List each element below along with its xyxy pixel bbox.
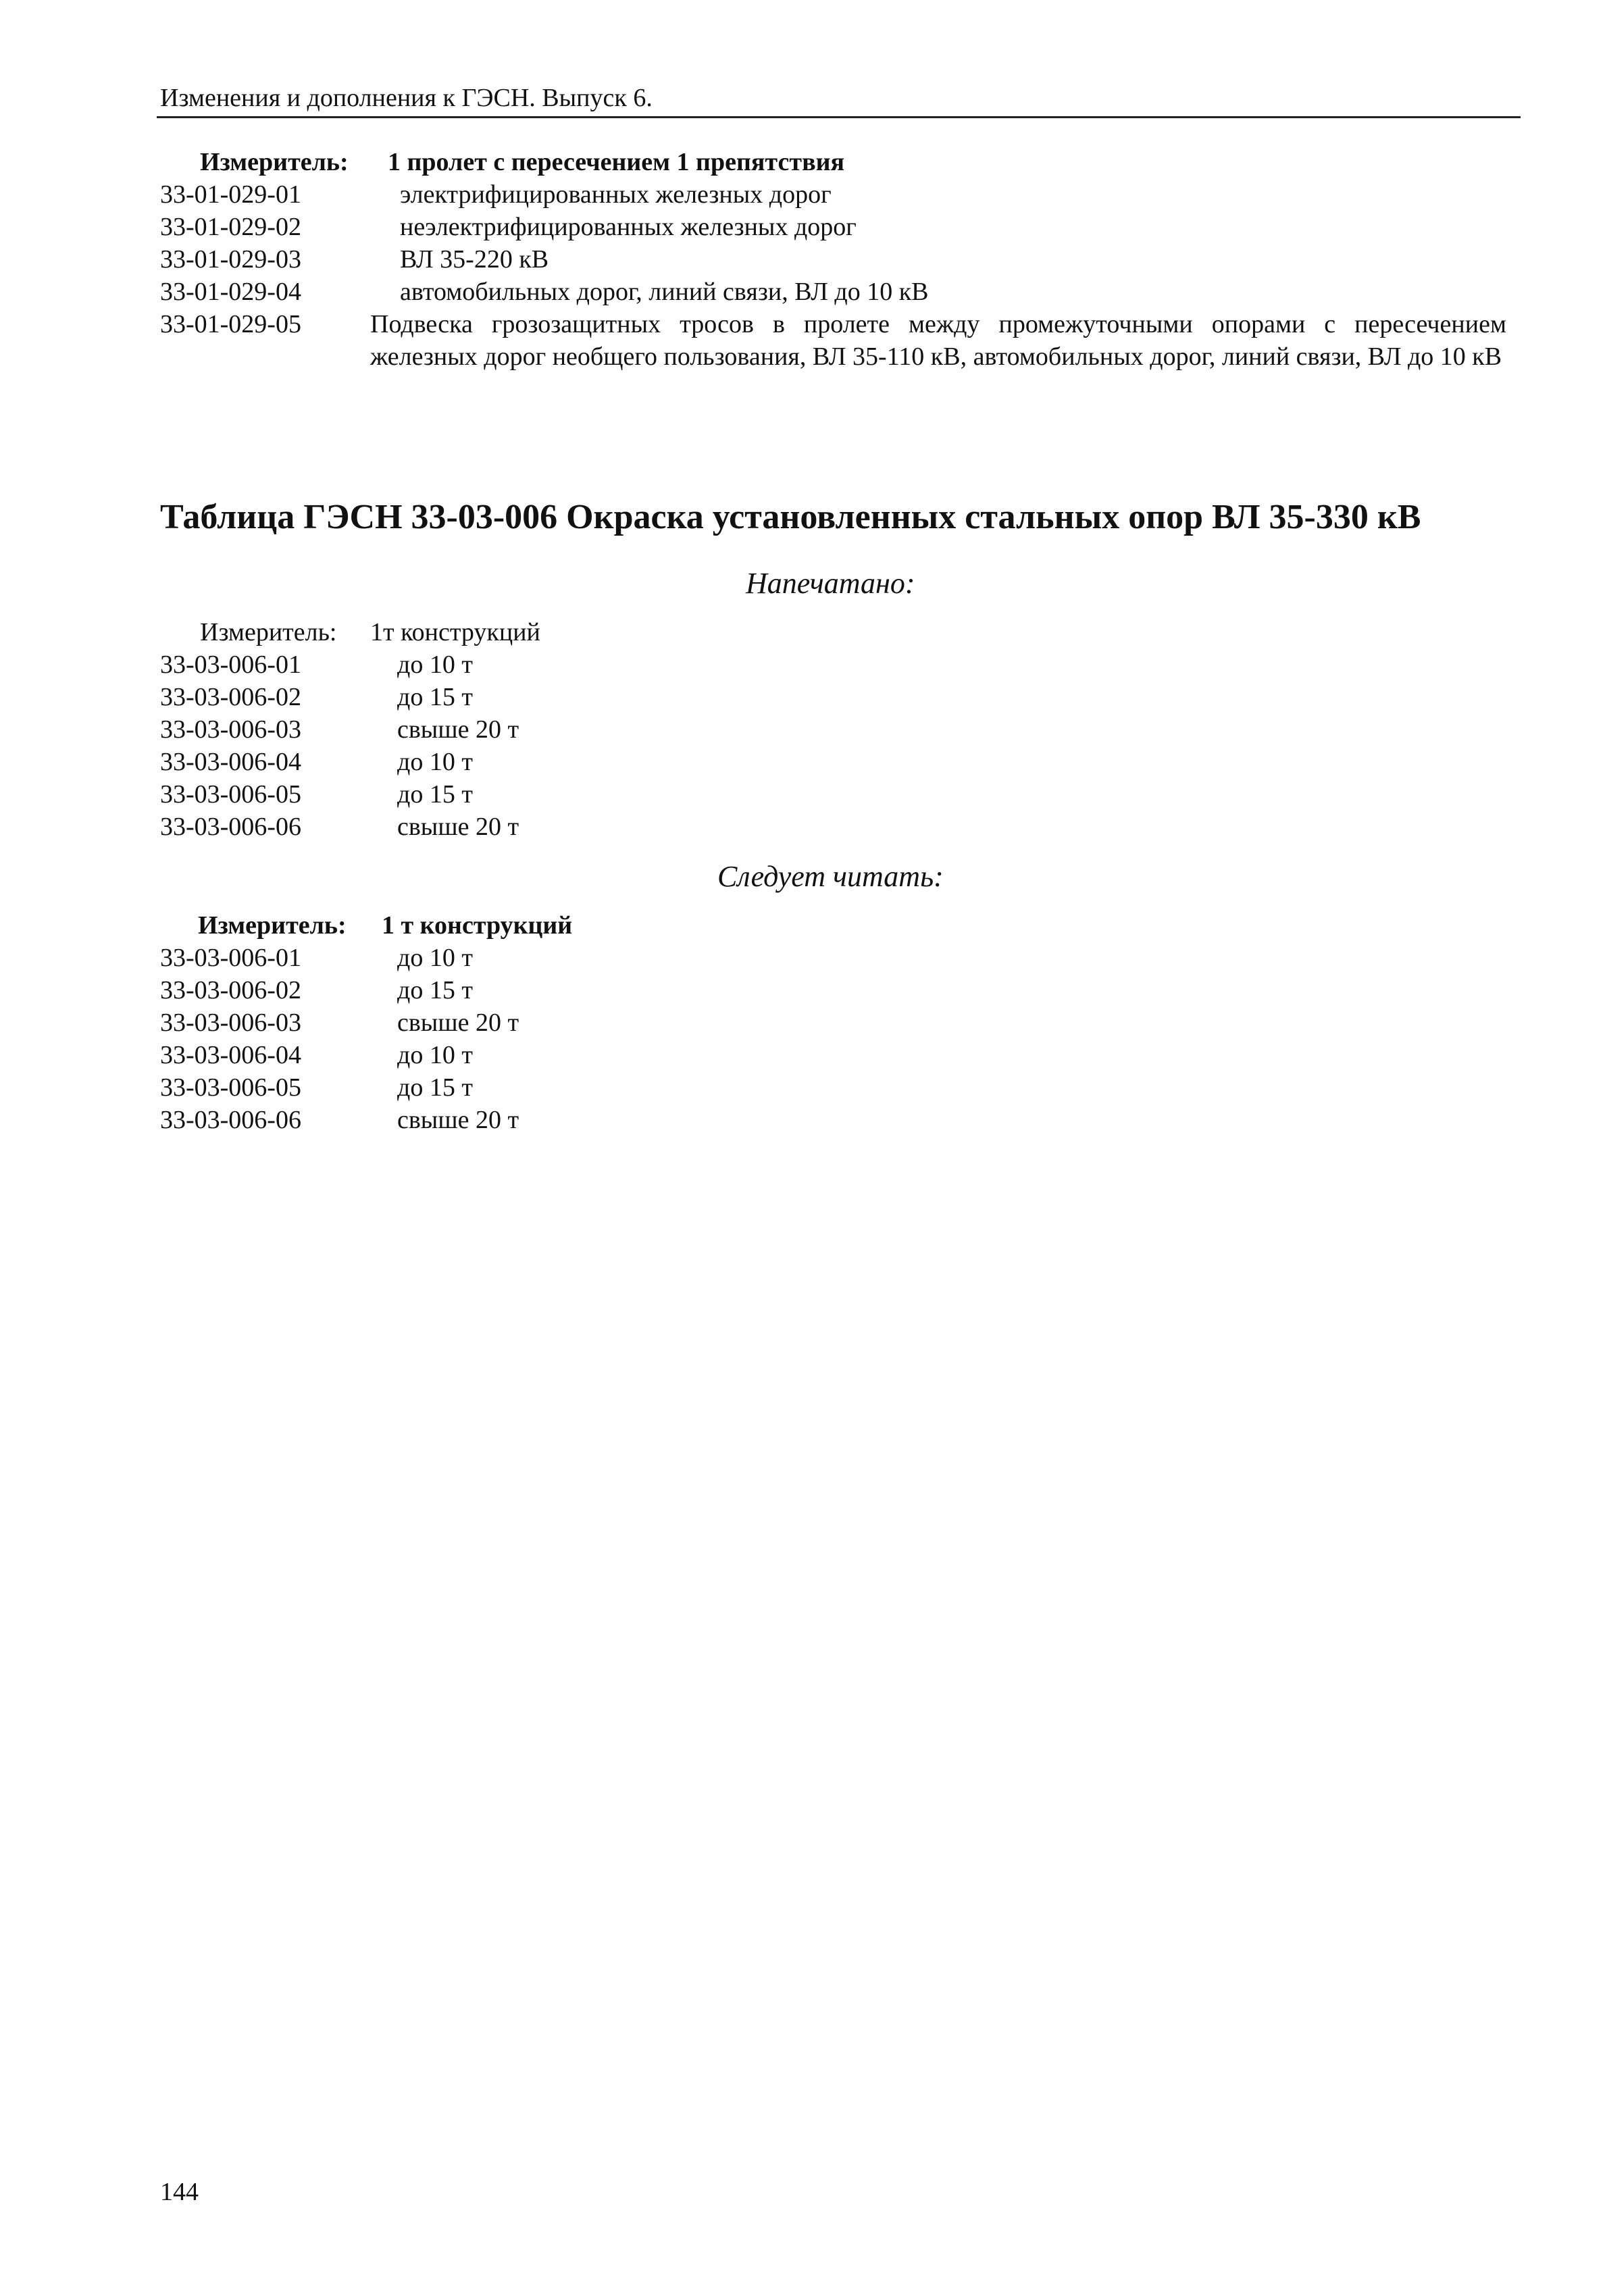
row-code: 33-03-006-02	[160, 683, 301, 711]
row-code: 33-01-029-01	[160, 180, 301, 209]
row-description: до 10 т	[397, 748, 473, 776]
row-code: 33-03-006-06	[160, 813, 301, 841]
row-description: до 10 т	[397, 1041, 473, 1069]
row-code: 33-03-006-01	[160, 650, 301, 679]
row-description: до 10 т	[397, 944, 473, 972]
row-code: 33-03-006-04	[160, 748, 301, 776]
row-code: 33-03-006-02	[160, 976, 301, 1004]
row-code: 33-03-006-05	[160, 780, 301, 809]
row-code: 33-01-029-03	[160, 245, 301, 274]
corrected-note: Следует читать:	[717, 860, 944, 893]
row-code: 33-01-029-04	[160, 278, 301, 306]
row-description: неэлектрифицированных железных дорог	[400, 213, 857, 241]
row-code: 33-03-006-05	[160, 1073, 301, 1102]
measure-value: 1 пролет с пересечением 1 препятствия	[388, 148, 845, 176]
row-code: 33-03-006-01	[160, 944, 301, 972]
row-description-paragraph: Подвеска грозозащитных тросов в пролете между промежуточными опорами с пересечением железных дорог необщего пользования, ВЛ 35-110 кВ, автомобильных дорог, линий связи, ВЛ до 10 кВ	[370, 310, 1506, 371]
measure-label: Измеритель:	[198, 911, 347, 940]
printed-note: Напечатано:	[746, 567, 915, 600]
row-code: 33-03-006-04	[160, 1041, 301, 1069]
page-number: 144	[160, 2178, 199, 2206]
row-description: до 15 т	[397, 976, 473, 1004]
row-code: 33-01-029-02	[160, 213, 301, 241]
table-title: Таблица ГЭСН 33-03-006 Окраска установленных стальных опор ВЛ 35-330 кВ	[160, 498, 1421, 536]
running-header: Изменения и дополнения к ГЭСН. Выпуск 6.	[160, 84, 653, 112]
measure-label: Измеритель:	[200, 148, 349, 176]
header-rule	[157, 116, 1521, 118]
measure-value: 1 т конструкций	[382, 911, 573, 940]
row-description: свыше 20 т	[397, 715, 519, 744]
row-description: до 15 т	[397, 780, 473, 809]
row-code: 33-03-006-03	[160, 715, 301, 744]
row-description: до 15 т	[397, 1073, 473, 1102]
row-code: 33-01-029-05	[160, 310, 301, 338]
measure-value: 1т конструкций	[370, 618, 540, 646]
row-description: свыше 20 т	[397, 1106, 519, 1134]
row-code: 33-03-006-03	[160, 1009, 301, 1037]
row-description: электрифицированных железных дорог	[400, 180, 832, 209]
measure-label: Измеритель:	[200, 618, 337, 646]
row-description: ВЛ 35-220 кВ	[400, 245, 549, 274]
row-description: до 10 т	[397, 650, 473, 679]
row-description: свыше 20 т	[397, 1009, 519, 1037]
row-description: до 15 т	[397, 683, 473, 711]
row-description: автомобильных дорог, линий связи, ВЛ до 10 кВ	[400, 278, 929, 306]
row-code: 33-03-006-06	[160, 1106, 301, 1134]
row-description: свыше 20 т	[397, 813, 519, 841]
